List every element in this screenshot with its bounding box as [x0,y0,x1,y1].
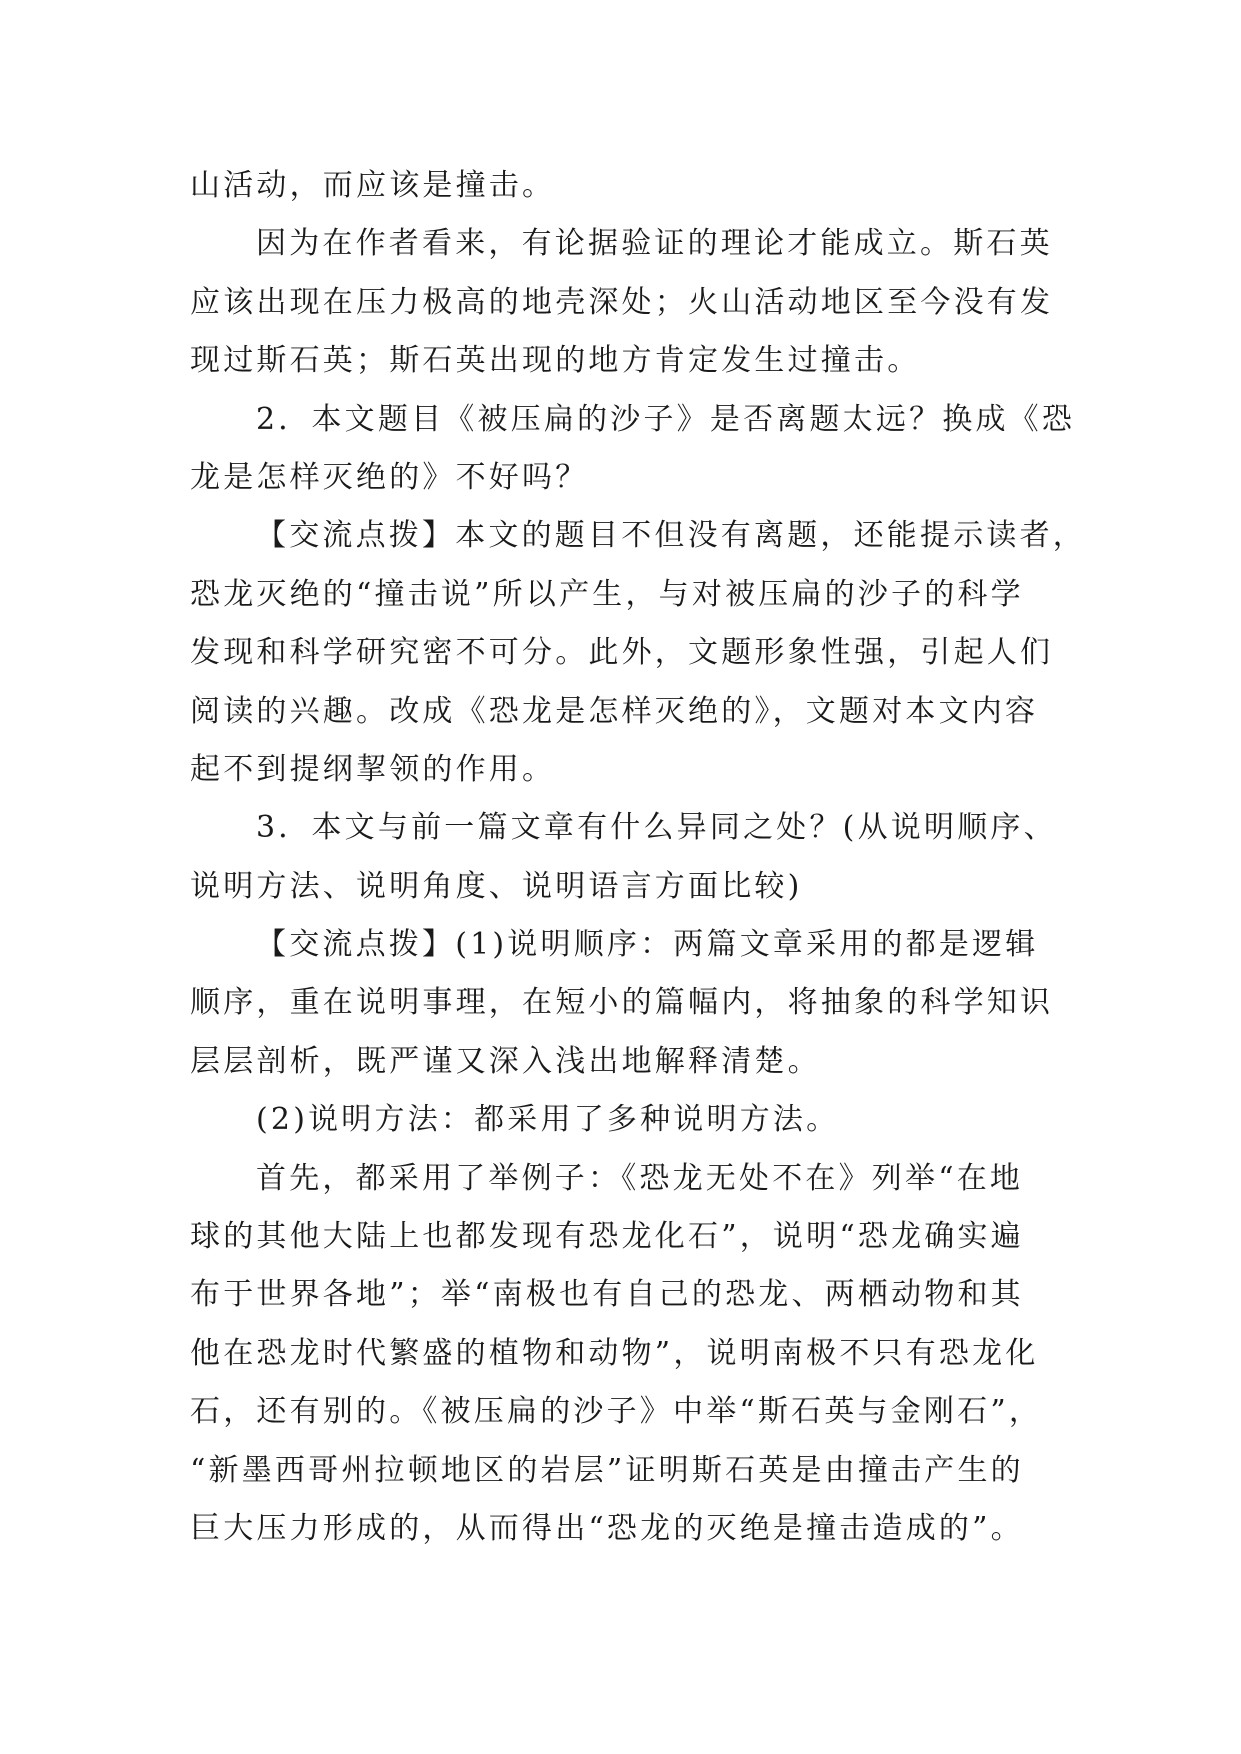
text-line: 阅读的兴趣。改成《恐龙是怎样灭绝的》，文题对本文内容 [190,693,1039,729]
text-line: 起不到提纲挈领的作用。 [190,751,556,787]
text-line: 【交流点拨】(1)说明顺序：两篇文章采用的都是逻辑 [256,927,1039,963]
text-line: 布于世界各地”；举“南极也有自己的恐龙、两栖动物和其 [190,1277,1024,1313]
text-line: 3．本文与前一篇文章有什么异同之处？(从说明顺序、 [256,810,1057,846]
text-line: 龙是怎样灭绝的》不好吗？ [190,459,589,495]
text-line: 球的其他大陆上也都发现有恐龙化石”，说明“恐龙确实遍 [190,1219,1024,1255]
text-line: 2．本文题目《被压扁的沙子》是否离题太远？换成《恐 [256,401,1076,437]
text-line: 【交流点拨】本文的题目不但没有离题，还能提示读者， [256,518,1086,554]
text-line: 因为在作者看来，有论据验证的理论才能成立。斯石英 [256,226,1053,262]
text-line: 首先，都采用了举例子：《恐龙无处不在》列举“在地 [256,1160,1024,1196]
text-line: (2)说明方法：都采用了多种说明方法。 [256,1102,840,1138]
text-line: 说明方法、说明角度、说明语言方面比较) [190,868,803,904]
text-line: 恐龙灭绝的“撞击说”所以产生，与对被压扁的沙子的科学 [190,576,1024,612]
text-line: 巨大压力形成的，从而得出“恐龙的灭绝是撞击造成的”。 [190,1510,1024,1546]
text-line: 顺序，重在说明事理，在短小的篇幅内，将抽象的科学知识 [190,985,1054,1021]
text-line: “新墨西哥州拉顿地区的岩层”证明斯石英是由撞击产生的 [190,1452,1024,1488]
document-body [190,157,1086,1558]
text-line: 现过斯石英；斯石英出现的地方肯定发生过撞击。 [190,343,921,379]
text-line: 发现和科学研究密不可分。此外，文题形象性强，引起人们 [190,635,1054,671]
text-line: 层层剖析，既严谨又深入浅出地解释清楚。 [190,1043,821,1079]
text-line: 山活动，而应该是撞击。 [190,168,556,203]
text-line: 应该出现在压力极高的地壳深处；火山活动地区至今没有发 [190,284,1054,320]
text-line: 他在恐龙时代繁盛的植物和动物”，说明南极不只有恐龙化 [190,1335,1039,1371]
text-line: 石，还有别的。《被压扁的沙子》中举“斯石英与金刚石”， [190,1394,1043,1430]
